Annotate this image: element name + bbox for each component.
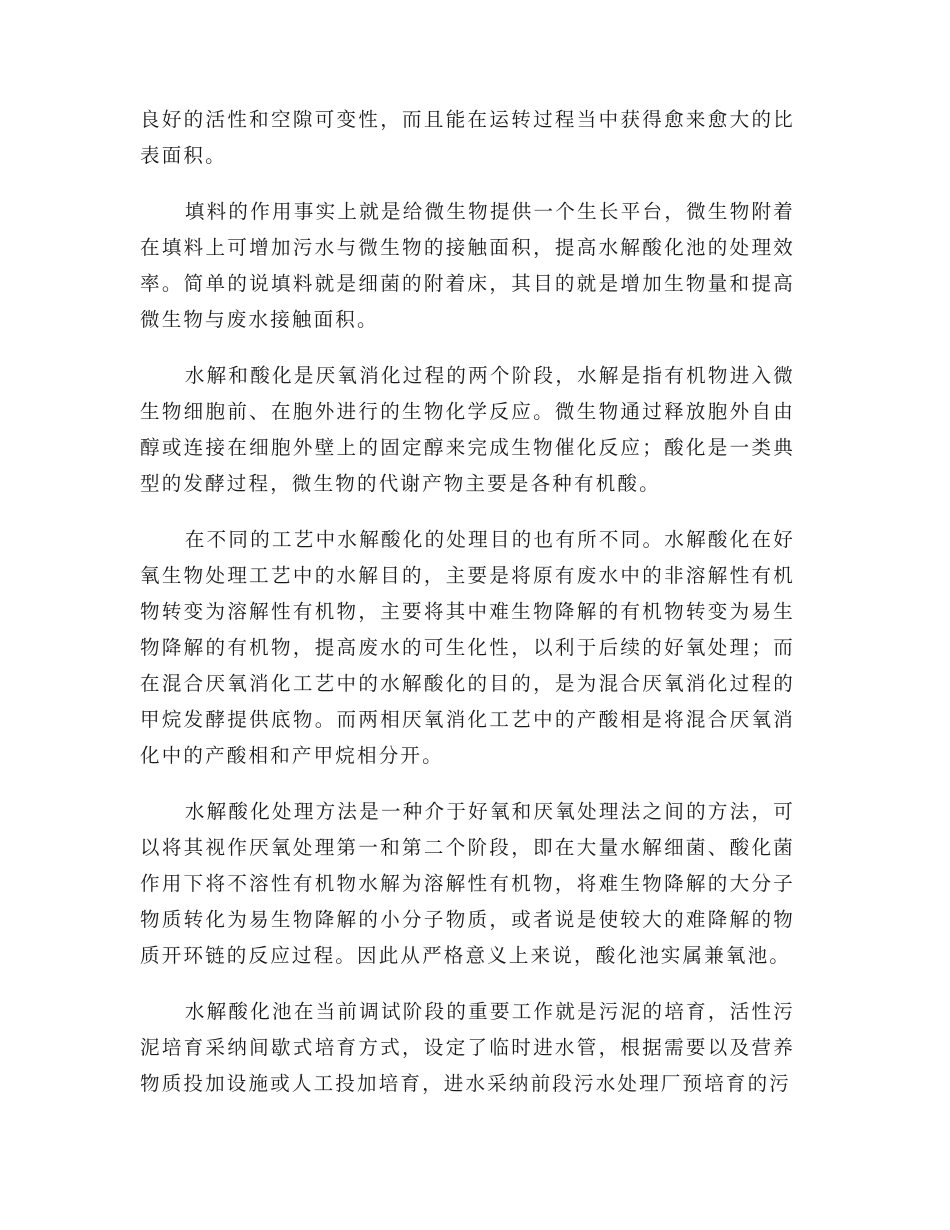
paragraph-1: 良好的活性和空隙可变性，而且能在运转过程当中获得愈来愈大的比表面积。 <box>140 108 795 167</box>
document-body <box>140 102 795 1122</box>
paragraph-4: 在不同的工艺中水解酸化的处理目的也有所不同。水解酸化在好氧生物处理工艺中的水解目的，主要是将原有废水中的非溶解性有机物转变为溶解性有机物，主要将其中难生物降解的有机物转变为易生物降解的有机物，提高废水的可生化性，以利于后续的好氧处理；而在混合厌氧消化工艺中的水解酸化的目的，是为混合厌氧消化过程的甲烷发酵提供底物。而两相厌氧消化工艺中的产酸相是将混合厌氧消化中的产酸相和产甲烷相分开。 <box>140 528 795 767</box>
paragraph-5: 水解酸化处理方法是一种介于好氧和厌氧处理法之间的方法，可以将其视作厌氧处理第一和第二个阶段，即在大量水解细菌、酸化菌作用下将不溶性有机物水解为溶解性有机物，将难生物降解的大分子物质转化为易生物降解的小分子物质，或者说是使较大的难降解的物质开环链的反应过程。因此从严格意义上来说，酸化池实属兼氧池。 <box>140 800 795 967</box>
paragraph-6: 水解酸化池在当前调试阶段的重要工作就是污泥的培育，活性污泥培育采纳间歇式培育方式，设定了临时进水管，根据需要以及营养物质投加设施或人工投加培育，进水采纳前段污水处理厂预培育的污 <box>140 1000 795 1095</box>
paragraph-2: 填料的作用事实上就是给微生物提供一个生长平台，微生物附着在填料上可增加污水与微生物的接触面积，提高水解酸化池的处理效率。简单的说填料就是细菌的附着床，其目的就是增加生物量和提高微生物与废水接触面积。 <box>140 200 795 331</box>
paragraph-3: 水解和酸化是厌氧消化过程的两个阶段，水解是指有机物进入微生物细胞前、在胞外进行的生物化学反应。微生物通过释放胞外自由醇或连接在细胞外壁上的固定醇来完成生物催化反应；酸化是一类典型的发酵过程，微生物的代谢产物主要是各种有机酸。 <box>140 364 795 495</box>
